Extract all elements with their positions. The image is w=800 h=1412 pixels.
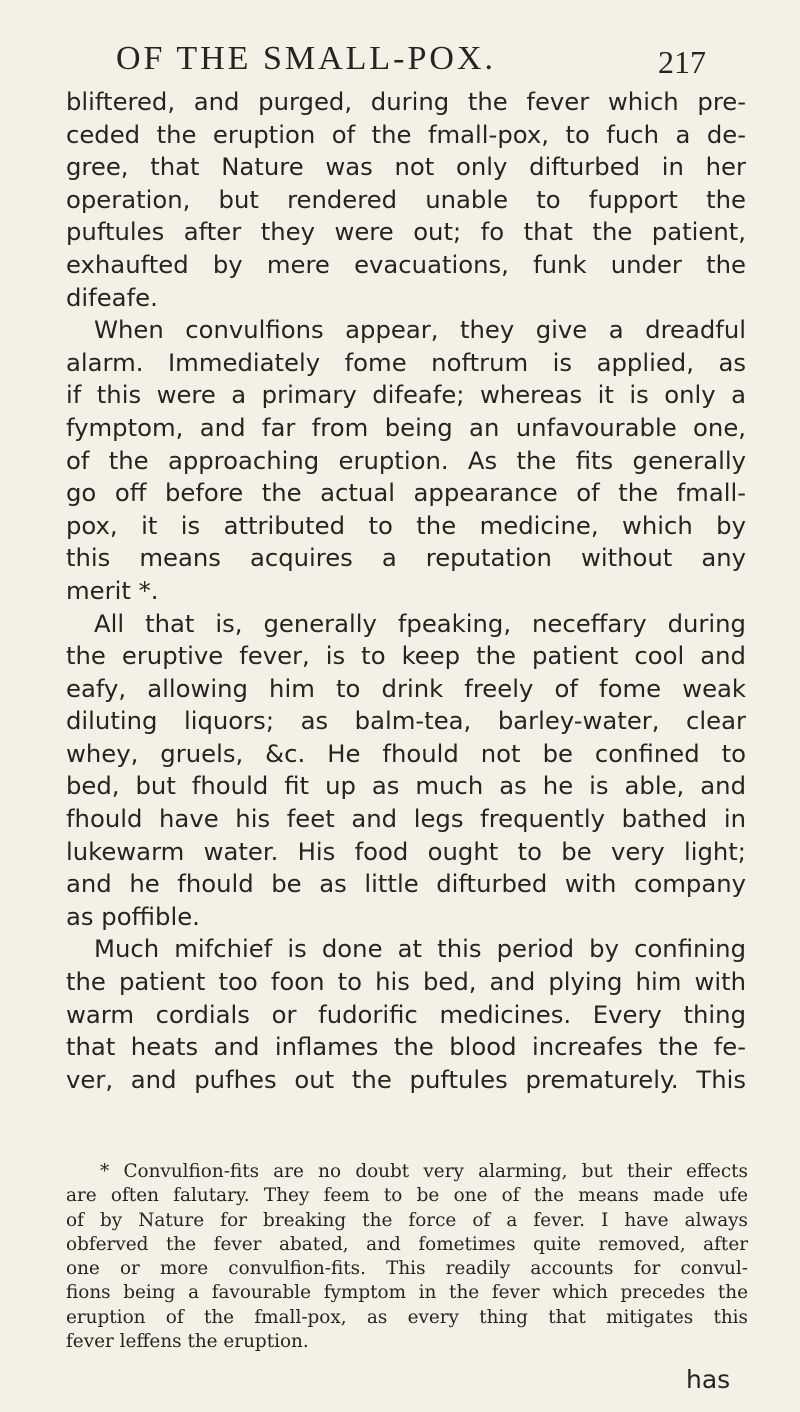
body-line: if this were a primary difeafe; whereas it is only a [66,380,746,410]
catchword: has [686,1365,731,1394]
body-line: operation, but rendered unable to fupport the [66,184,746,214]
body-line: diluting liquors; as balm-tea, barley-water, clear [66,706,746,736]
running-header [116,40,706,90]
body-line: pox, it is attributed to the medicine, which by [66,510,746,540]
body-line: the eruptive fever, is to keep the patient cool and [66,641,746,671]
body-line: ceded the eruption of the fmall-pox, to fuch a de- [66,119,746,149]
body-line: difeafe. [66,282,158,312]
body-line: puftules after they were out; fo that the patient, [66,217,746,247]
body-text [66,86,746,1096]
body-line: Much mifchief is done at this period by confining [94,934,746,964]
body-line: lukewarm water. His food ought to be very light; [66,836,746,866]
body-line: ver, and pufhes out the puftules prematurely. This [66,1064,746,1094]
body-line: as poffible. [66,901,200,931]
footnote-line: are often falutary. They feem to be one of the means made ufe [66,1185,748,1207]
footnote-line: of by Nature for breaking the force of a fever. I have always [66,1209,748,1231]
body-line: eafy, allowing him to drink freely of fome weak [66,673,746,703]
body-line: fhould have his feet and legs frequently bathed in [66,804,746,834]
body-line: gree, that Nature was not only difturbed in her [66,152,746,182]
body-line: warm cordials or fudorific medicines. Every thing [66,999,746,1029]
body-line: whey, gruels, &c. He fhould not be confined to [66,738,746,768]
footnote-line: * Convulfion-fits are no doubt very alarming, but their effects [100,1161,748,1182]
body-line: bliftered, and purged, during the fever which pre- [66,87,746,116]
body-line: bed, but fhould fit up as much as he is able, and [66,771,746,801]
running-title: OF THE SMALL-POX. [116,40,497,77]
body-line: of the approaching eruption. As the fits generally [66,445,746,475]
footnote [66,1160,748,1354]
footnote-line: obferved the fever abated, and fometimes quite removed, after [66,1233,748,1255]
body-line: that heats and inflames the blood increafes the fe- [66,1032,746,1062]
body-line: When convulfions appear, they give a dreadful [94,315,746,345]
body-line: alarm. Immediately fome noftrum is applied, as [66,347,746,377]
body-line: this means acquires a reputation without any [66,543,746,573]
body-line: fymptom, and far from being an unfavourable one, [66,412,746,442]
page-number: 217 [658,44,706,80]
footnote-line: fions being a favourable fymptom in the fever which precedes the [66,1282,748,1304]
footnote-line: fever leffens the eruption. [66,1331,309,1353]
footnote-line: eruption of the fmall-pox, as every thing that mitigates this [66,1306,748,1328]
body-line: and he fhould be as little difturbed with company [66,869,746,899]
footnote-line: one or more convulfion-fits. This readily accounts for convul- [66,1258,748,1280]
body-line: All that is, generally fpeaking, neceffary during [94,608,746,638]
body-line: go off before the actual appearance of the fmall- [66,478,746,508]
body-line: exhaufted by mere evacuations, funk under the [66,249,746,279]
body-line: merit *. [66,575,159,605]
body-line: the patient too foon to his bed, and plying him with [66,967,746,997]
